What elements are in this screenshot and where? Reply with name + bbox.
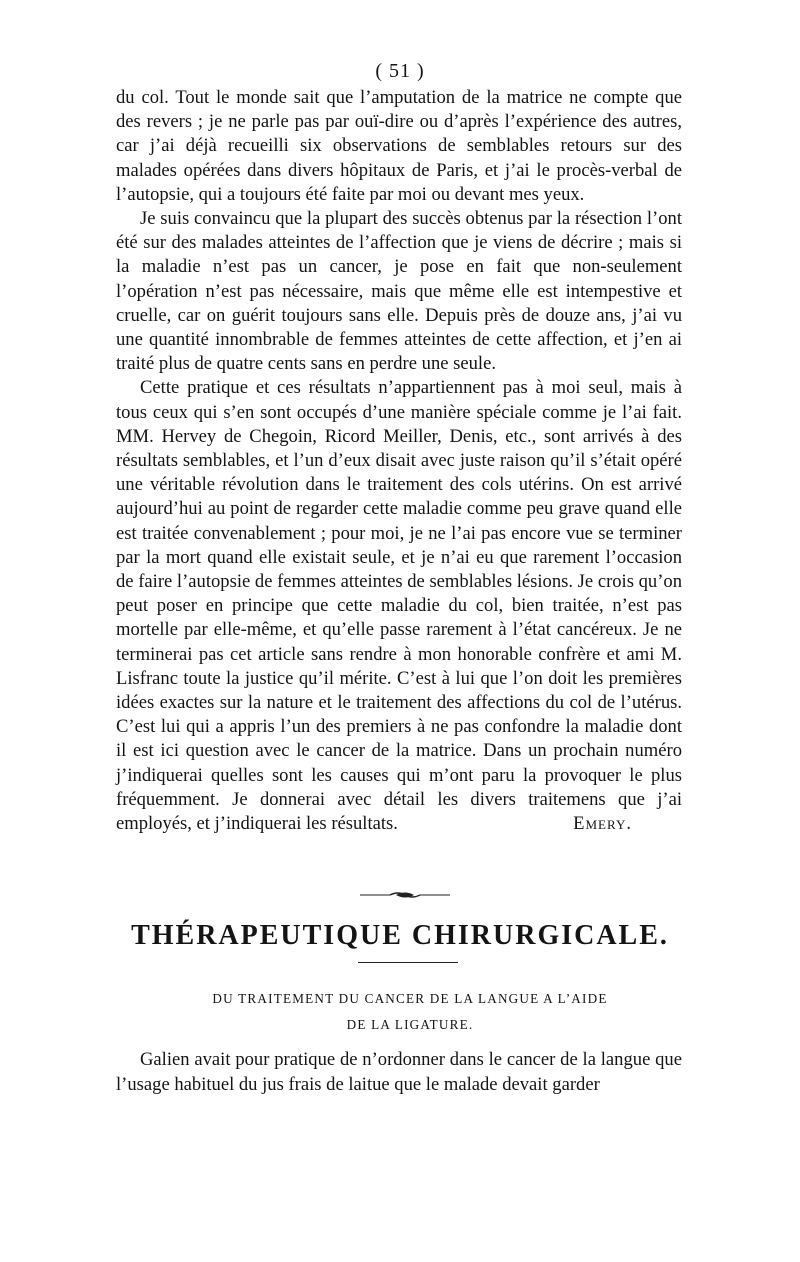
- section-body: [116, 1048, 682, 1097]
- title-rule: [358, 962, 458, 963]
- section-title: THÉRAPEUTIQUE CHIRURGICALE.: [131, 920, 669, 951]
- subtitle-line-2: DE LA LIGATURE.: [346, 1017, 474, 1032]
- section-subtitle: [150, 986, 670, 1038]
- article-body: [116, 86, 682, 836]
- paragraph-2: Je suis convaincu que la plupart des succès obtenus par la résection l’ont été sur des malades atteintes de l’affection que je viens de décrire ; mais si la maladie n’est pas un cancer, je pose en fait que non-seulement l’opération n’est pas nécessaire, mais que même elle est intempestive et cruelle, car on guérit toujours sans elle. Depuis près de douze ans, j’ai vu une quantité innombrable de femmes atteintes de cette affection, et j’en ai traité plus de quatre cents sans en perdre une seule.: [116, 208, 682, 375]
- page-number: ( 51 ): [375, 60, 425, 82]
- section-paragraph-1: Galien avait pour pratique de n’ordonner dans le cancer de la langue que l’usage habituel du jus frais de laitue que le malade devait garder: [116, 1049, 682, 1095]
- ornament-divider: [360, 890, 450, 900]
- paragraph-3-text: Cette pratique et ces résultats n’appartiennent pas à moi seul, mais à tous ceux qui s’en sont occupés d’une manière spéciale comme je l’ai fait. MM. Hervey de Chegoin, Ricord Meiller, Denis, etc., sont arrivés à des résultats semblables, et l’un d’eux disait avec juste raison qu’il s’était opéré une véritable révolution dans le traitement des cols utérins. On est arrivé aujourd’hui au point de regarder cette maladie comme peu grave quand elle est traitée convenablement ; pour moi, je ne l’ai pas encore vue se terminer par la mort quand elle existait seule, et je n’ai eu que rarement l’occasion de faire l’autopsie de femmes atteintes de semblables lésions. Je crois qu’on peut poser en principe que cette maladie du col, bien traitée, n’est pas mortelle par elle-même, et qu’elle passe rarement à l’état cancéreux. Je ne terminerai pas cet article sans rendre à mon honorable confrère et ami M. Lisfranc toute la justice qu’il mérite. C’est à lui que l’on doit les premières idées exactes sur la nature et le traitement des affections du col de l’utérus. C’est lui qui a appris l’un des premiers à ne pas confondre la maladie dont il est ici question avec le cancer de la matrice. Dans un prochain numéro j’indiquerai quelles sont les causes qui m’ont paru la provoquer le plus fréquemment. Je donnerai avec détail les divers traitemens que j’ai employés, et j’indiquerai les résultats.: [116, 377, 682, 835]
- paragraph-3: [116, 376, 682, 836]
- paragraph-1: du col. Tout le monde sait que l’amputation de la matrice ne compte que des revers ; je ne parle pas par ouï-dire ou d’après l’expérience des autres, car j’ai déjà recueilli six observations de semblables retours sur des malades opérées dans divers hôpitaux de Paris, et j’ai le procès-verbal de l’autopsie, qui a toujours été faite par moi ou devant mes yeux.: [116, 87, 682, 205]
- subtitle-line-1: DU TRAITEMENT DU CANCER DE LA LANGUE A L’AIDE: [212, 991, 608, 1006]
- author-signature: Emery.: [573, 813, 632, 835]
